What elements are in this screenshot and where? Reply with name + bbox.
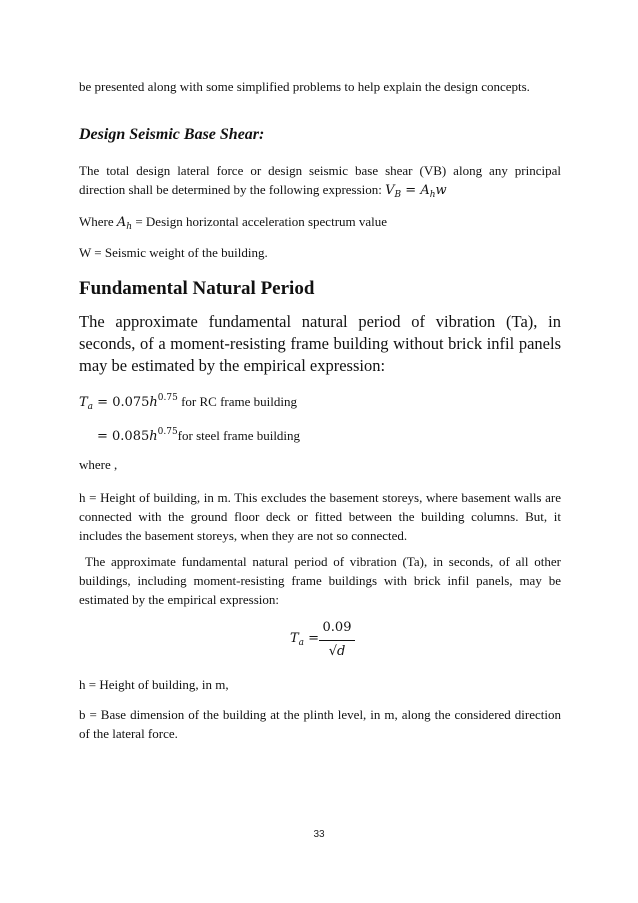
paragraph-fundamental-period: The approximate fundamental natural period of vibration (Ta), in seconds, of a moment-resisting frame building without brick infil panels may be estimated by the empirical expression: bbox=[79, 312, 561, 375]
paragraph-base-shear-text: The total design lateral force or design seismic base shear (VB) along any principal direction shall be determined by the following expression: bbox=[79, 163, 561, 197]
fraction-numerator: 0.09 bbox=[322, 620, 352, 635]
paragraph-base-shear bbox=[79, 161, 561, 205]
paragraph-height: h = Height of building, in m, bbox=[79, 677, 229, 692]
paragraph-seismic-weight: W = Seismic weight of the building. bbox=[79, 245, 268, 260]
paragraph-where: where , bbox=[79, 457, 118, 472]
base-shear-formula: $V_B = A_hw$ bbox=[385, 183, 447, 200]
fraction-denominator: √d bbox=[328, 644, 346, 659]
paragraph-height-definition: h = Height of building, in m. This excludes the basement storeys, where basement walls are connected with the ground floor deck or fitted between the building columns. But, it includes the basement storeys, when they are not so connected. bbox=[79, 490, 561, 543]
paragraph-intro: be presented along with some simplified problems to help explain the design concepts. bbox=[79, 79, 530, 94]
page-number: 33 bbox=[313, 829, 325, 840]
paragraph-base-dimension: b = Base dimension of the building at the plinth level, in m, along the considered direction of the lateral force. bbox=[79, 707, 561, 741]
heading-fundamental-natural-period: Fundamental Natural Period bbox=[79, 278, 315, 299]
document-page: be presented along with some simplified problems to help explain the design concepts. Design Seismic Base Shear: The total design lateral force or design seismic base shear (VB) along any principal direction shall be determined by the following expression: $V_B = A_hw$ Where $A_h$ = Design horizontal acceleration spectrum value W = Seismic weight of the building. Fundamental Natural Period The approximate fundamental natural period of vibration (Ta), in seconds, of a moment-resisting frame building without brick infil panels may be estimated by the empirical expression: $T_a = 0.075h^{0.75}$ for RC frame building = $0.085h^{0.75}for$ steel frame building where , h = Height of building, in m. This excludes the basement storeys, where basement walls are connected with the ground floor deck or fitted between the building columns. But, it includes the basement storeys, when they are not so connected. The approximate fundamental natural period of vibration (Ta), in seconds, of all other buildings, including moment-resisting frame buildings with brick infil panels, may be estimated by the empirical expression: $T_a$ = 0.09 √d h = Height of building, in m, b = Base dimension of the building at the plinth level, in m, along the considered direction of the lateral force. 33 bbox=[0, 0, 638, 903]
paragraph-other-buildings: The approximate fundamental natural period of vibration (Ta), in seconds, of all other buildings, including moment-resisting frame buildings with brick infil panels, may be estimated by the empirical expression: bbox=[79, 554, 561, 607]
heading-design-seismic-base-shear: Design Seismic Base Shear: bbox=[79, 126, 265, 143]
equation-steel-frame: = $0.085h^{0.75}for$ steel frame building bbox=[97, 427, 301, 444]
equation-rc-frame: $T_a = 0.075h^{0.75}$ for RC frame building bbox=[79, 393, 297, 412]
paragraph-where-ah: Where $A_h$ = Design horizontal acceleration spectrum value bbox=[79, 214, 388, 232]
fraction-bar bbox=[319, 640, 355, 641]
